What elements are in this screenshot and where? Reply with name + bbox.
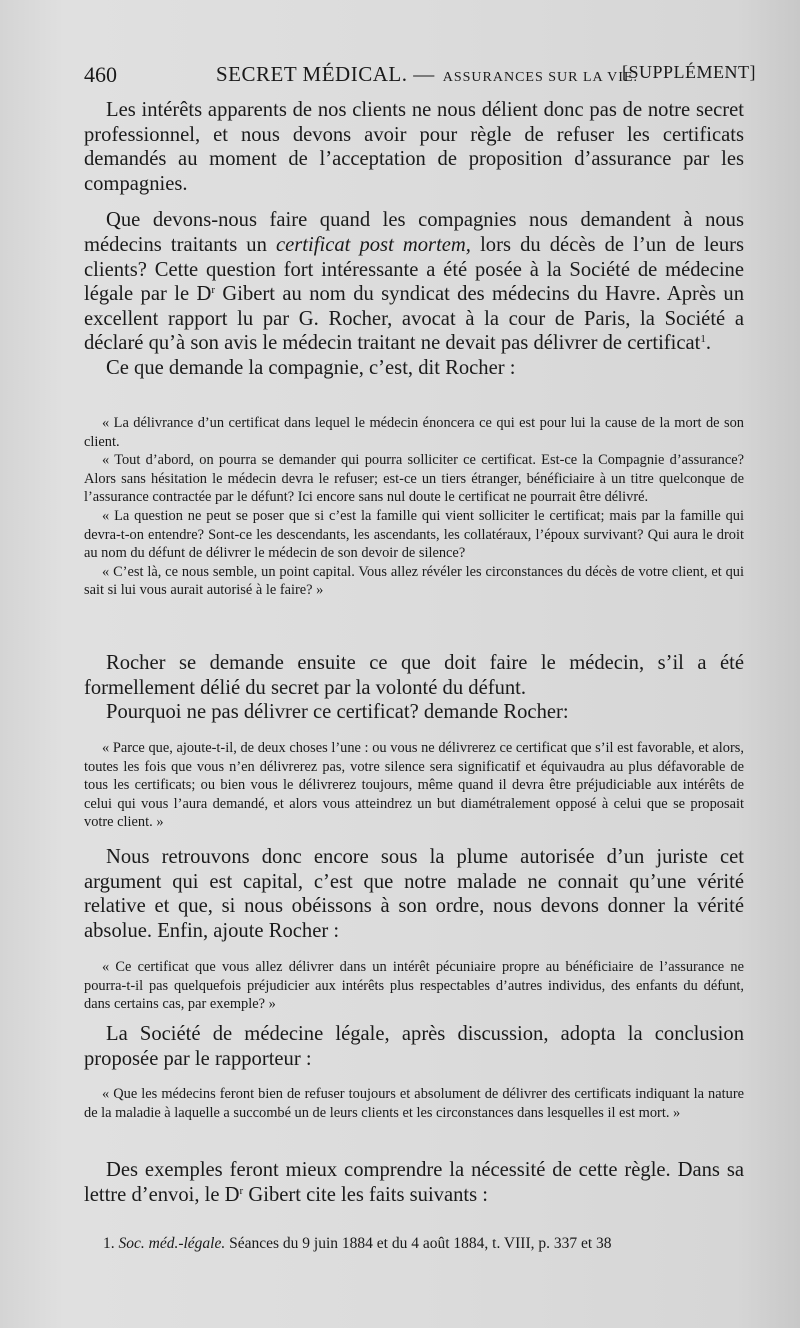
body-block-2 bbox=[84, 651, 744, 725]
quote-paragraph: « Tout d’abord, on pourra se demander qui pourra solliciter ce certificat. Est-ce la Compagnie d’assurance? Alors sans hésitation le médecin devra le refuser; est-ce un tiers étranger, bénéficiaire à un titre quelconque de l’assurance contractée par le défunt? Ici encore sans nul doute le certificat ne pourrait être délivré. bbox=[84, 452, 744, 506]
footnote-number: 1. bbox=[103, 1235, 115, 1252]
quote-paragraph: « Ce certificat que vous allez délivrer dans un intérêt pécuniaire propre au bénéficiaire de l’assurance ne pourra-t-il pas quelquefois préjudicier aux intérêts plus respectables d’autres individus, des enfants du défunt, dans certains cas, par exemple? » bbox=[84, 959, 744, 1013]
paragraph-text: Gibert cite les faits suivants : bbox=[243, 1183, 489, 1206]
running-title-sub: ASSURANCES SUR LA VIE. bbox=[442, 70, 638, 85]
quote-paragraph: « C’est là, ce nous semble, un point capital. Vous allez révéler les circonstances du décès de votre client, et qui sait si lui vous aurait autorisé à le faire? » bbox=[84, 563, 744, 599]
paragraph-text: Gibert au nom du syndicat des médecins du Havre. Après un excellent rapport lu par G. Rocher, avocat à la cour de Paris, la Société a déclaré qu’à son avis le médecin traitant ne devait pas délivrer de certificat bbox=[84, 283, 744, 355]
paragraph-text: Que devons-nous faire quand les compagnies nous demandent à nous médecins traitants un bbox=[84, 209, 744, 256]
quote-block-1 bbox=[84, 414, 744, 600]
paragraph: Les intérêts apparents de nos clients ne nous délient donc pas de notre secret professionnel, et nous devons avoir pour règle de refuser les certificats demandés au moment de l’acceptation de proposition d’assurance par les compagnies. bbox=[84, 99, 744, 195]
footnote-source: Soc. méd.-légale. bbox=[118, 1235, 226, 1252]
running-header bbox=[84, 62, 756, 92]
footnote-text: Séances du 9 juin 1884 et du 4 août 1884, t. VIII, p. 337 et 38 bbox=[229, 1235, 612, 1252]
body-block-4 bbox=[84, 1022, 744, 1071]
quote-paragraph: « La question ne peut se poser que si c’est la famille qui vient solliciter le certificat; mais par la famille qui devra-t-on entendre? Sont-ce les descendants, les ascendants, les collatéraux, l’époux survivant? Qui aura le droit au nom du défunt de délivrer le médecin de son devoir de silence? bbox=[84, 507, 744, 562]
body-block-5 bbox=[84, 1158, 744, 1207]
paragraph: Rocher se demande ensuite ce que doit faire le médecin, s’il a été formellement délié du secret par la volonté du défunt. bbox=[84, 652, 744, 699]
paragraph-text: lors du décès de l’un de leurs clients? Cette question fort intéressante a été posée à la Société de médecine légale par le D bbox=[84, 233, 744, 306]
paragraph-text: . bbox=[705, 332, 712, 355]
quote-paragraph: « Que les médecins feront bien de refuser toujours et absolument de délivrer des certificats indiquant la nature de la maladie à laquelle a succombé un de leurs clients et les circonstances dans lesquelles il est mort. » bbox=[84, 1086, 744, 1121]
running-title-main: SECRET MÉDICAL. — bbox=[216, 62, 435, 86]
body-block-3 bbox=[84, 845, 744, 943]
paragraph: Ce que demande la compagnie, c’est, dit Rocher : bbox=[106, 356, 516, 379]
paragraph-text: Des exemples feront mieux comprendre la nécessité de cette règle. Dans sa lettre d’envoi, le D bbox=[84, 1159, 744, 1206]
paragraph bbox=[84, 208, 744, 356]
superscript: r bbox=[239, 1184, 244, 1197]
paragraph: La Société de médecine légale, après discussion, adopta la conclusion proposée par le rapporteur : bbox=[84, 1023, 744, 1070]
quote-paragraph: « La délivrance d’un certificat dans lequel le médecin énoncera ce qui est pour lui la cause de la mort de son client. bbox=[84, 415, 744, 450]
quote-block-2 bbox=[84, 739, 744, 832]
footnote-ref: 1 bbox=[700, 333, 706, 346]
section-label: [SUPPLÉMENT] bbox=[621, 62, 756, 82]
paragraph bbox=[84, 1158, 744, 1207]
italic-term: certificat post mortem, bbox=[276, 233, 471, 256]
paragraph: Pourquoi ne pas délivrer ce certificat? demande Rocher: bbox=[106, 701, 569, 724]
quote-paragraph: « Parce que, ajoute-t-il, de deux choses l’une : ou vous ne délivrerez ce certificat que s’il est favorable, et alors, toutes les fois que vous n’en délivrerez pas, votre silence sera significatif et équivaudra au plus défavorable de tous les certificats; ou bien vous le délivrerez toujours, même quand il devra être préjudiciable aux intérêts de celui qui vous l’aura demandé, et alors vous atteindrez un but diamétralement opposé à celui que se proposait votre client. » bbox=[84, 740, 744, 831]
body-block-1 bbox=[84, 98, 744, 381]
page-number: 460 bbox=[84, 62, 117, 87]
paragraph: Nous retrouvons donc encore sous la plume autorisée d’un juriste cet argument qui est capital, c’est que notre malade ne connait qu’une vérité relative et que, si nous obéissons à son ordre, nous devons donner la vérité absolue. Enfin, ajoute Rocher : bbox=[84, 846, 744, 942]
quote-block-3 bbox=[84, 958, 744, 1014]
quote-block-4 bbox=[84, 1085, 744, 1122]
footnote bbox=[103, 1235, 743, 1253]
running-title bbox=[216, 62, 638, 87]
superscript: r bbox=[211, 284, 216, 297]
